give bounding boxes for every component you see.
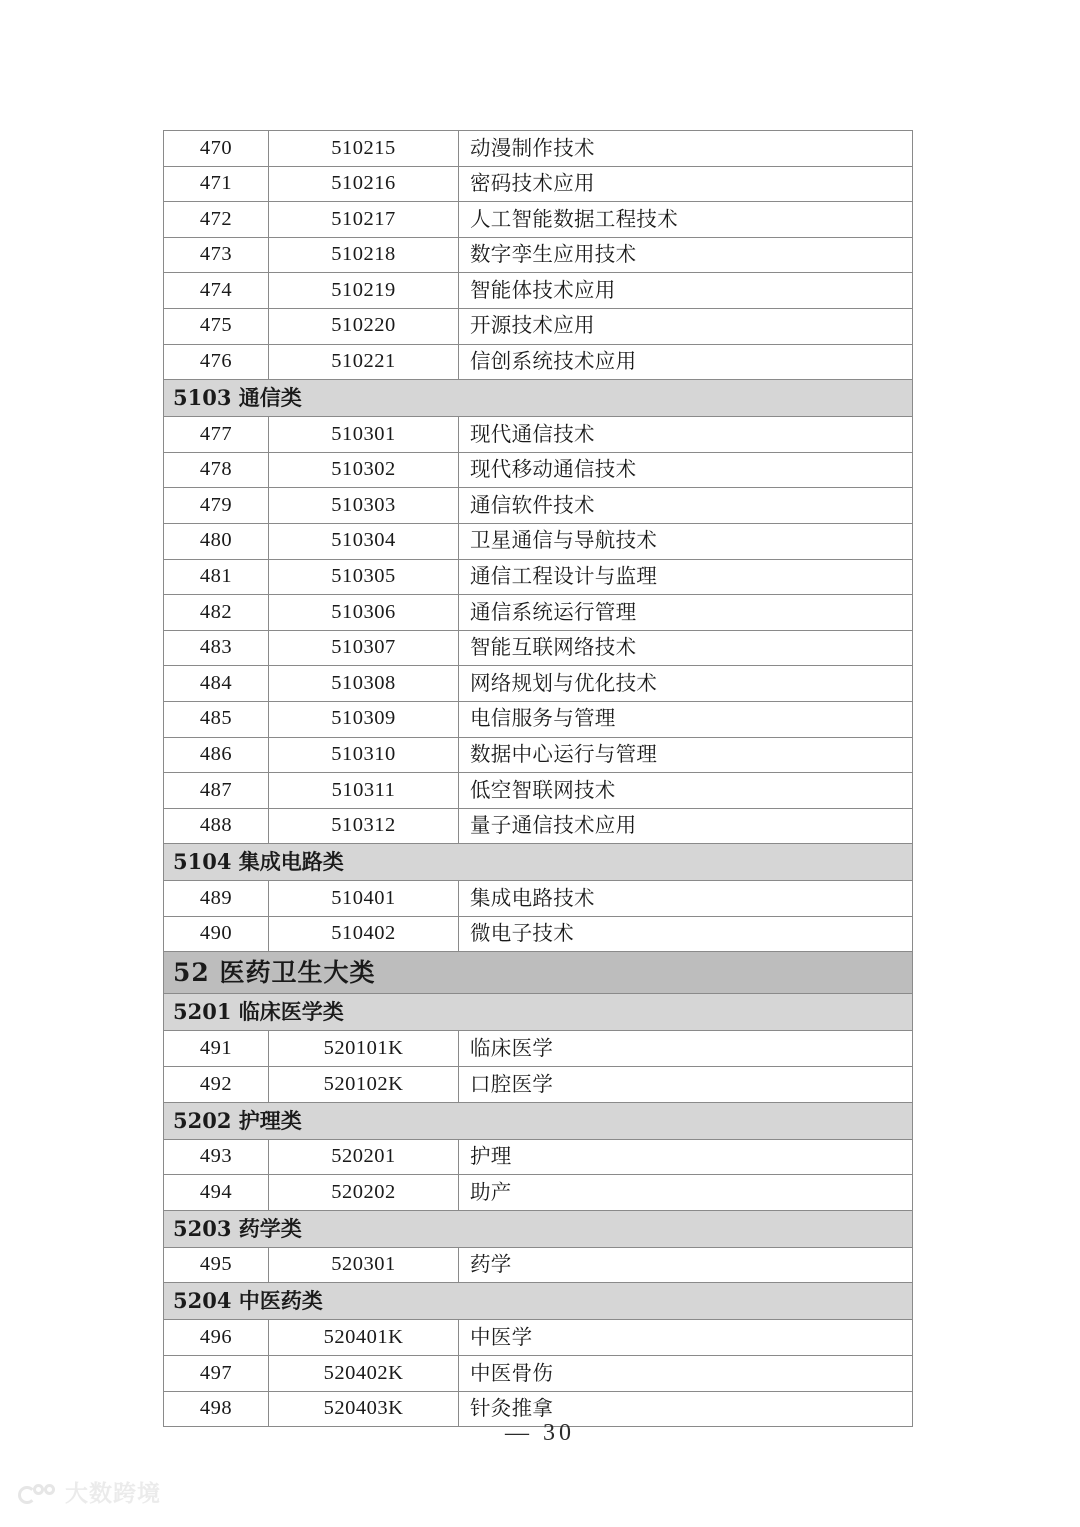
subcategory-title: 5201 临床医学类 — [164, 994, 913, 1031]
table-row — [164, 273, 913, 309]
cell-major-name: 信创系统技术应用 — [459, 344, 913, 380]
cell-sequence: 471 — [164, 166, 269, 202]
cell-major-name: 护理 — [459, 1139, 913, 1175]
cell-sequence: 492 — [164, 1067, 269, 1103]
cell-sequence: 470 — [164, 131, 269, 167]
cell-sequence: 477 — [164, 417, 269, 453]
table-row — [164, 1356, 913, 1392]
cell-major-code: 510216 — [269, 166, 459, 202]
cell-major-name: 智能互联网络技术 — [459, 630, 913, 666]
cell-major-name: 智能体技术应用 — [459, 273, 913, 309]
cell-major-name: 中医骨伤 — [459, 1356, 913, 1392]
cell-major-code: 520202 — [269, 1175, 459, 1211]
cell-major-name: 针灸推拿 — [459, 1391, 913, 1427]
cell-major-code: 520401K — [269, 1320, 459, 1356]
subcategory-header-row — [164, 844, 913, 881]
cell-major-code: 520101K — [269, 1031, 459, 1067]
cell-major-name: 密码技术应用 — [459, 166, 913, 202]
cell-major-name: 数据中心运行与管理 — [459, 737, 913, 773]
cell-major-name: 药学 — [459, 1247, 913, 1283]
table-row — [164, 1031, 913, 1067]
cell-major-code: 510217 — [269, 202, 459, 238]
subcategory-title: 5203 药学类 — [164, 1210, 913, 1247]
cell-major-code: 510305 — [269, 559, 459, 595]
cell-sequence: 473 — [164, 237, 269, 273]
cell-sequence: 487 — [164, 773, 269, 809]
cell-major-name: 卫星通信与导航技术 — [459, 523, 913, 559]
table-row — [164, 916, 913, 952]
watermark-logo-icon — [18, 1482, 58, 1506]
table-row — [164, 237, 913, 273]
major-catalog-table — [163, 130, 913, 1427]
table-row — [164, 630, 913, 666]
table-row — [164, 131, 913, 167]
cell-major-code: 510307 — [269, 630, 459, 666]
cell-sequence: 480 — [164, 523, 269, 559]
table-row — [164, 166, 913, 202]
cell-sequence: 486 — [164, 737, 269, 773]
table-row — [164, 701, 913, 737]
table-row — [164, 1139, 913, 1175]
cell-major-code: 510401 — [269, 881, 459, 917]
cell-major-code: 510218 — [269, 237, 459, 273]
cell-major-name: 电信服务与管理 — [459, 701, 913, 737]
subcategory-header-row — [164, 1210, 913, 1247]
cell-major-name: 低空智联网技术 — [459, 773, 913, 809]
table-row — [164, 344, 913, 380]
table-row — [164, 881, 913, 917]
table-row — [164, 452, 913, 488]
cell-sequence: 478 — [164, 452, 269, 488]
table-row — [164, 523, 913, 559]
watermark-label: 大数跨境 — [65, 1480, 161, 1507]
cell-major-code: 510310 — [269, 737, 459, 773]
cell-major-code: 510309 — [269, 701, 459, 737]
table-row — [164, 773, 913, 809]
cell-major-code: 510311 — [269, 773, 459, 809]
cell-major-name: 通信系统运行管理 — [459, 595, 913, 631]
subcategory-header-row — [164, 1283, 913, 1320]
cell-major-name: 临床医学 — [459, 1031, 913, 1067]
cell-sequence: 495 — [164, 1247, 269, 1283]
cell-sequence: 490 — [164, 916, 269, 952]
cell-major-code: 510221 — [269, 344, 459, 380]
cell-major-code: 510302 — [269, 452, 459, 488]
cell-sequence: 482 — [164, 595, 269, 631]
cell-major-name: 助产 — [459, 1175, 913, 1211]
table-row — [164, 559, 913, 595]
table-row — [164, 1175, 913, 1211]
subcategory-header-row — [164, 1102, 913, 1139]
cell-sequence: 483 — [164, 630, 269, 666]
subcategory-title: 5204 中医药类 — [164, 1283, 913, 1320]
cell-major-code: 510303 — [269, 488, 459, 524]
cell-sequence: 476 — [164, 344, 269, 380]
cell-sequence: 493 — [164, 1139, 269, 1175]
cell-major-code: 510312 — [269, 808, 459, 844]
table-row — [164, 417, 913, 453]
cell-major-code: 520402K — [269, 1356, 459, 1392]
table-row — [164, 1067, 913, 1103]
watermark — [18, 1482, 161, 1506]
subcategory-title: 5104 集成电路类 — [164, 844, 913, 881]
subcategory-title: 5202 护理类 — [164, 1102, 913, 1139]
catalog-table-body — [164, 131, 913, 1427]
cell-major-code: 510301 — [269, 417, 459, 453]
cell-sequence: 496 — [164, 1320, 269, 1356]
table-row — [164, 808, 913, 844]
cell-sequence: 479 — [164, 488, 269, 524]
cell-major-name: 微电子技术 — [459, 916, 913, 952]
major-category-title: 52 医药卫生大类 — [164, 952, 913, 994]
cell-sequence: 484 — [164, 666, 269, 702]
cell-major-code: 510220 — [269, 308, 459, 344]
cell-major-name: 数字孪生应用技术 — [459, 237, 913, 273]
cell-major-code: 520201 — [269, 1139, 459, 1175]
cell-sequence: 474 — [164, 273, 269, 309]
cell-sequence: 485 — [164, 701, 269, 737]
table-row — [164, 202, 913, 238]
cell-major-code: 510402 — [269, 916, 459, 952]
cell-major-name: 口腔医学 — [459, 1067, 913, 1103]
cell-major-name: 中医学 — [459, 1320, 913, 1356]
subcategory-header-row — [164, 994, 913, 1031]
table-row — [164, 737, 913, 773]
cell-sequence: 472 — [164, 202, 269, 238]
cell-major-name: 现代通信技术 — [459, 417, 913, 453]
cell-major-code: 510215 — [269, 131, 459, 167]
cell-sequence: 491 — [164, 1031, 269, 1067]
subcategory-title: 5103 通信类 — [164, 380, 913, 417]
cell-major-name: 动漫制作技术 — [459, 131, 913, 167]
cell-major-name: 量子通信技术应用 — [459, 808, 913, 844]
cell-sequence: 489 — [164, 881, 269, 917]
cell-major-code: 520403K — [269, 1391, 459, 1427]
cell-sequence: 497 — [164, 1356, 269, 1392]
cell-major-code: 510304 — [269, 523, 459, 559]
cell-major-code: 510219 — [269, 273, 459, 309]
cell-major-code: 510306 — [269, 595, 459, 631]
cell-sequence: 488 — [164, 808, 269, 844]
cell-major-code: 520102K — [269, 1067, 459, 1103]
subcategory-header-row — [164, 380, 913, 417]
table-row — [164, 488, 913, 524]
cell-major-name: 网络规划与优化技术 — [459, 666, 913, 702]
cell-major-name: 通信软件技术 — [459, 488, 913, 524]
major-category-header-row — [164, 952, 913, 994]
cell-sequence: 498 — [164, 1391, 269, 1427]
cell-major-name: 通信工程设计与监理 — [459, 559, 913, 595]
cell-sequence: 481 — [164, 559, 269, 595]
cell-major-name: 人工智能数据工程技术 — [459, 202, 913, 238]
cell-sequence: 494 — [164, 1175, 269, 1211]
table-row — [164, 1247, 913, 1283]
cell-major-name: 集成电路技术 — [459, 881, 913, 917]
page-number: — 30 — [505, 1420, 575, 1446]
cell-major-code: 520301 — [269, 1247, 459, 1283]
table-row — [164, 595, 913, 631]
cell-major-name: 开源技术应用 — [459, 308, 913, 344]
table-row — [164, 1320, 913, 1356]
cell-major-name: 现代移动通信技术 — [459, 452, 913, 488]
table-row — [164, 308, 913, 344]
cell-sequence: 475 — [164, 308, 269, 344]
table-row — [164, 666, 913, 702]
cell-major-code: 510308 — [269, 666, 459, 702]
